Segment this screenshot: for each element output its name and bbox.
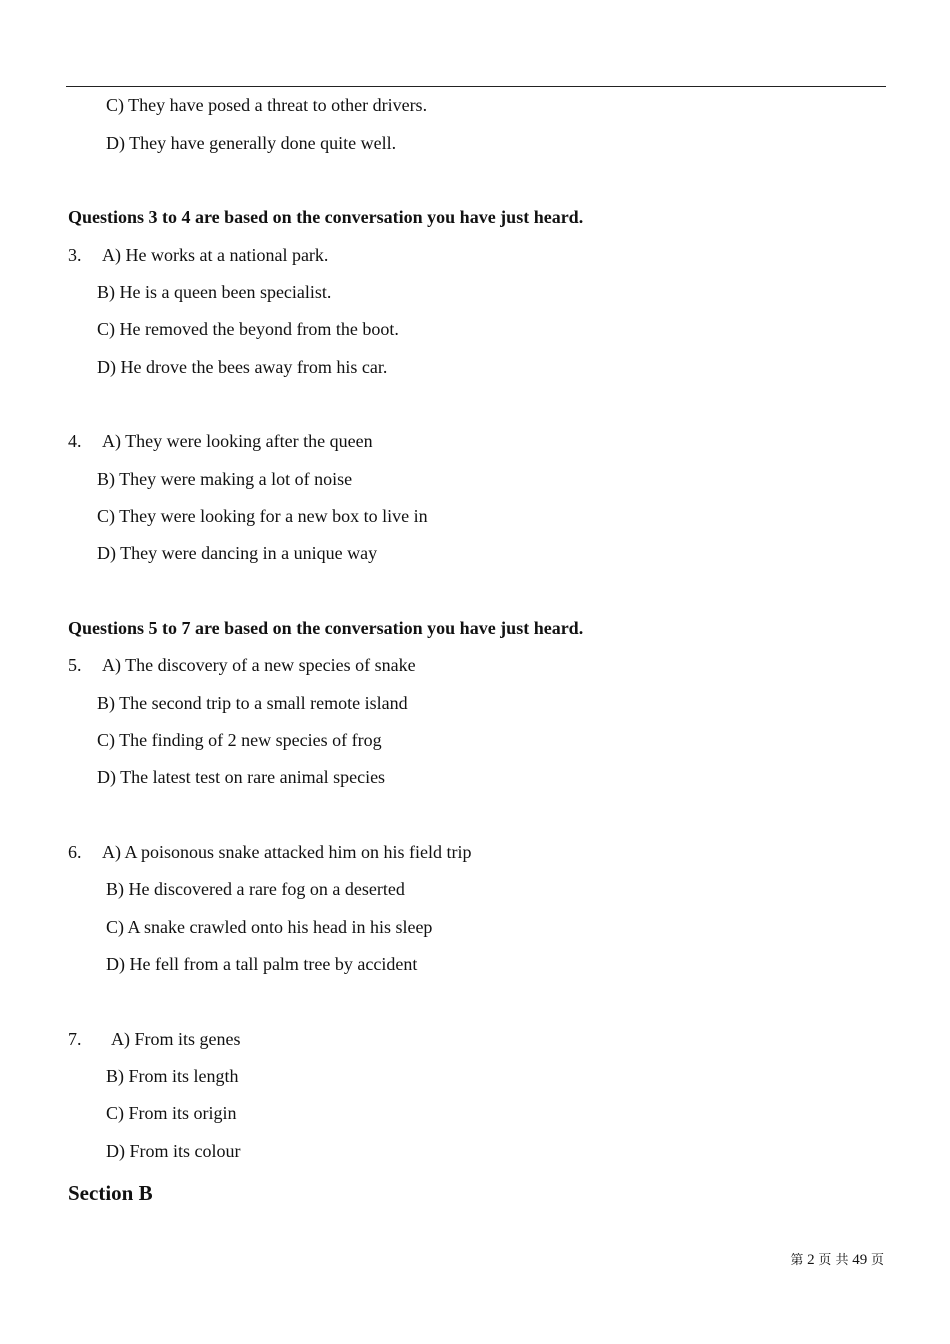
q2-option-d: D) They have generally done quite well.	[106, 133, 397, 153]
q5-option-a: A) The discovery of a new species of snake	[102, 655, 416, 675]
q7-option-d: D) From its colour	[106, 1141, 241, 1161]
q6-number: 6.	[68, 842, 82, 862]
q7-option-c: C) From its origin	[106, 1103, 237, 1123]
q3-number: 3.	[68, 245, 82, 265]
q4-option-d: D) They were dancing in a unique way	[97, 543, 378, 563]
q7-number: 7.	[68, 1029, 82, 1049]
q3-option-b: B) He is a queen been specialist.	[97, 282, 332, 302]
group-heading-3-4: Questions 3 to 4 are based on the conversation you have just heard.	[68, 207, 584, 227]
q4-option-b: B) They were making a lot of noise	[97, 469, 353, 489]
q2-option-c: C) They have posed a threat to other drivers.	[106, 95, 428, 115]
q6-option-c: C) A snake crawled onto his head in his sleep	[106, 917, 433, 937]
q5-option-c: C) The finding of 2 new species of frog	[97, 730, 382, 750]
q6-option-d: D) He fell from a tall palm tree by accident	[106, 954, 418, 974]
q3-option-a: A) He works at a national park.	[102, 245, 329, 265]
q5-number: 5.	[68, 655, 82, 675]
group-heading-5-7: Questions 5 to 7 are based on the conversation you have just heard.	[68, 618, 584, 638]
footer-prefix: 第	[790, 1253, 804, 1268]
q4-number: 4.	[68, 431, 82, 451]
q7-option-a: A) From its genes	[111, 1029, 241, 1049]
footer-suffix: 页	[870, 1253, 884, 1268]
q4-option-c: C) They were looking for a new box to live in	[97, 506, 428, 526]
header-rule	[66, 86, 886, 87]
q7-option-b: B) From its length	[106, 1066, 239, 1086]
q3-option-c: C) He removed the beyond from the boot.	[97, 319, 399, 339]
q6-option-a: A) A poisonous snake attacked him on his field trip	[102, 842, 472, 862]
page-footer	[790, 1250, 884, 1271]
section-b-title: Section B	[68, 1181, 153, 1205]
q6-option-b: B) He discovered a rare fog on a deserted	[106, 879, 405, 899]
footer-middle: 页 共	[818, 1253, 849, 1268]
q4-option-a: A) They were looking after the queen	[102, 431, 373, 451]
footer-page-number: 2	[807, 1252, 815, 1268]
footer-total-pages: 49	[852, 1252, 868, 1268]
q3-option-d: D) He drove the bees away from his car.	[97, 357, 388, 377]
q5-option-b: B) The second trip to a small remote island	[97, 693, 408, 713]
q5-option-d: D) The latest test on rare animal species	[97, 767, 386, 787]
